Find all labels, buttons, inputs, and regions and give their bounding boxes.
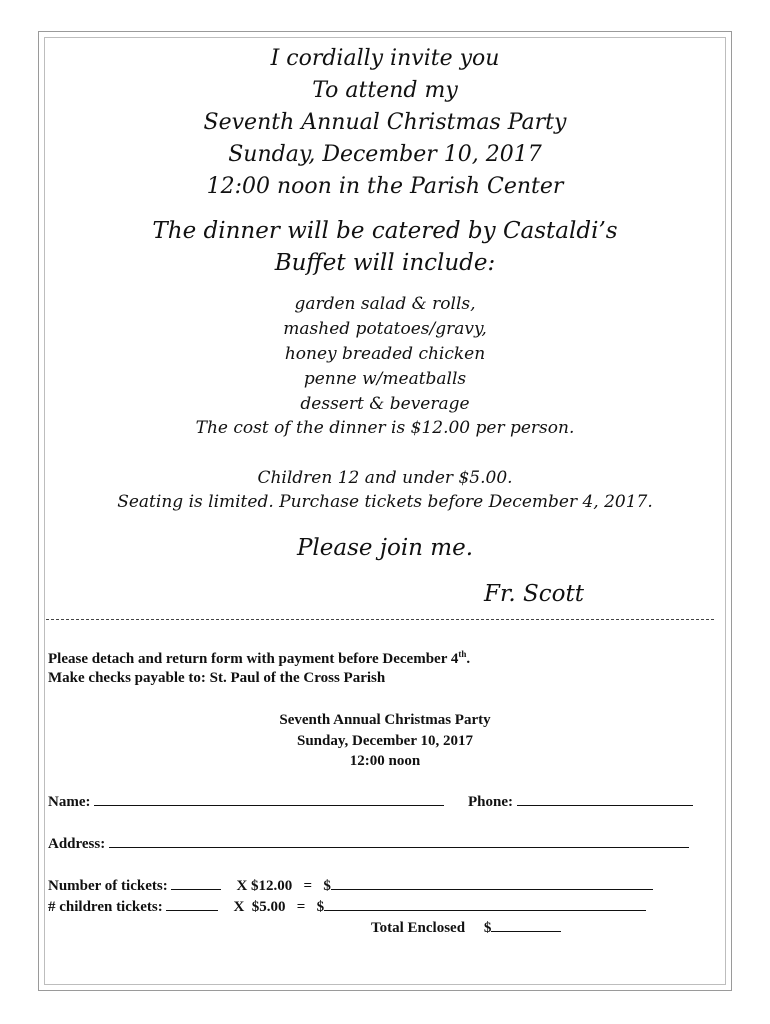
- detach-text: Please detach and return form with payment before December 4: [48, 651, 459, 667]
- menu-item: penne w/meatballs: [303, 369, 467, 389]
- buffet-heading: Buffet will include:: [274, 250, 496, 276]
- signature: Fr. Scott: [484, 581, 585, 607]
- tickets-count-field[interactable]: [171, 875, 221, 890]
- children-amount-field[interactable]: [324, 896, 646, 911]
- menu-item: honey breaded chicken: [284, 344, 486, 364]
- name-row: [48, 791, 444, 811]
- event-time-place: 12:00 noon in the Parish Center: [206, 174, 564, 199]
- address-row: [48, 833, 689, 853]
- address-label: Address:: [48, 836, 106, 852]
- detach-superscript: th: [458, 649, 467, 659]
- detach-cut-line: [46, 619, 714, 620]
- name-label: Name:: [48, 794, 91, 810]
- children-tickets-label: # children tickets:: [48, 899, 163, 915]
- menu-item: dessert & beverage: [300, 394, 470, 414]
- children-price-line: Children 12 and under $5.00.: [257, 468, 513, 488]
- tickets-label: Number of tickets:: [48, 878, 168, 894]
- event-title: Seventh Annual Christmas Party: [203, 110, 567, 135]
- seating-line: Seating is limited. Purchase tickets before December 4, 2017.: [117, 492, 653, 512]
- detach-period: .: [466, 651, 471, 667]
- total-label: Total Enclosed: [371, 920, 466, 936]
- caterer-line: The dinner will be catered by Castaldi’s: [152, 218, 618, 244]
- tickets-amount-field[interactable]: [331, 875, 653, 890]
- payable-line: Make checks payable to: St. Paul of the Cross Parish: [48, 670, 386, 686]
- menu-item: garden salad & rolls,: [294, 294, 476, 314]
- form-event-time: 12:00 noon: [349, 753, 421, 769]
- total-field[interactable]: [491, 917, 561, 932]
- join-line: Please join me.: [296, 535, 474, 561]
- total-row: [371, 917, 561, 937]
- phone-row: [468, 791, 693, 811]
- event-date: Sunday, December 10, 2017: [228, 142, 542, 167]
- tickets-row: [48, 875, 653, 895]
- menu-item: mashed potatoes/gravy,: [283, 319, 487, 339]
- cost-line: The cost of the dinner is $12.00 per person.: [195, 418, 575, 438]
- children-tickets-row: [48, 896, 646, 916]
- phone-label: Phone:: [468, 794, 513, 810]
- phone-field[interactable]: [517, 791, 693, 806]
- total-currency: $: [483, 920, 492, 936]
- invite-line-1: I cordially invite you: [270, 46, 500, 71]
- address-field[interactable]: [109, 833, 689, 848]
- detach-instructions: [48, 649, 470, 668]
- form-event-date: Sunday, December 10, 2017: [297, 733, 473, 749]
- name-field[interactable]: [94, 791, 444, 806]
- children-count-field[interactable]: [166, 896, 218, 911]
- form-event-title: Seventh Annual Christmas Party: [279, 712, 491, 728]
- children-price: X $5.00 = $: [233, 899, 325, 915]
- tickets-price: X $12.00 = $: [236, 878, 331, 894]
- invite-line-2: To attend my: [312, 78, 458, 103]
